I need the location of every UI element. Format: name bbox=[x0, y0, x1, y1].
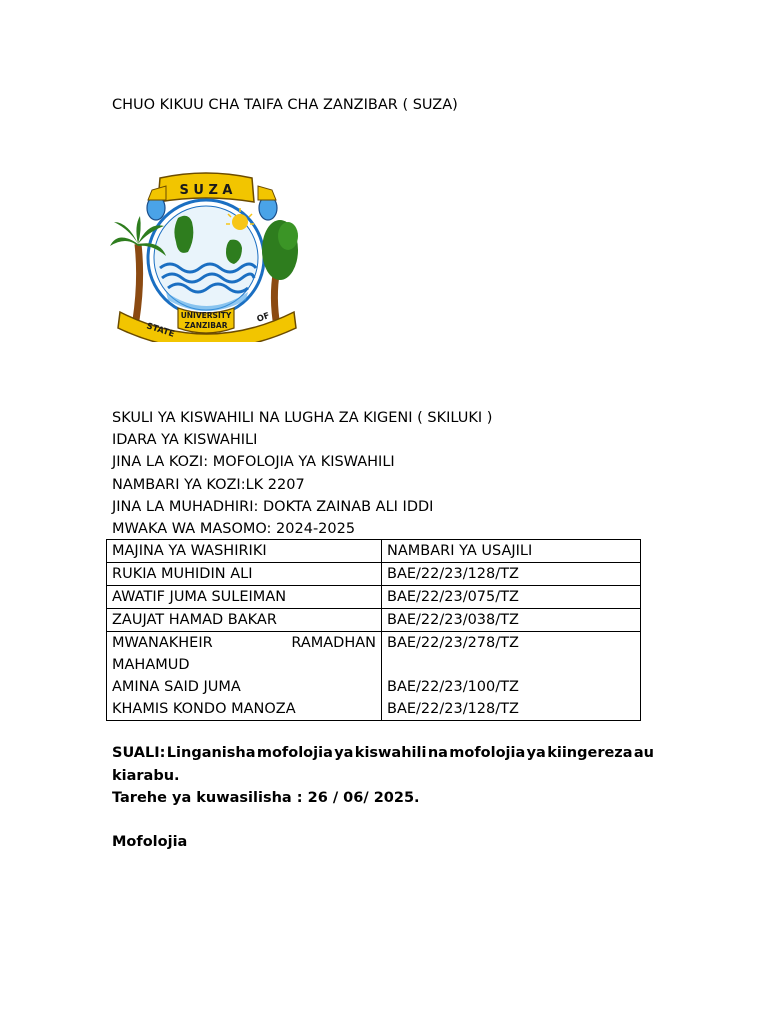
registration-number: BAE/22/23/128/TZ bbox=[387, 701, 519, 717]
assignment-question bbox=[112, 742, 654, 810]
table-header-row bbox=[107, 540, 641, 563]
question-word: kiswahili bbox=[354, 745, 427, 761]
academic-year: MWAKA WA MASOMO: 2024-2025 bbox=[112, 521, 356, 538]
registration-spacer bbox=[387, 654, 635, 676]
section-heading: Mofolojia bbox=[112, 834, 188, 850]
participants-table bbox=[106, 539, 641, 721]
question-word: Linganisha bbox=[166, 745, 256, 761]
course-code: NAMBARI YA KOZI:LK 2207 bbox=[112, 476, 305, 493]
table-row bbox=[107, 586, 641, 609]
question-line bbox=[112, 742, 654, 765]
logo-banner-text: S U Z A bbox=[179, 183, 233, 198]
question-word: ya bbox=[526, 745, 546, 761]
course-name: JINA LA KOZI: MOFOLOJIA YA KISWAHILI bbox=[112, 454, 395, 471]
name-part: MWANAKHEIR bbox=[112, 635, 213, 651]
question-word: au bbox=[633, 745, 654, 761]
question-word: kiingereza bbox=[547, 745, 633, 761]
participant-name: AWATIF JUMA SULEIMAN bbox=[107, 586, 382, 609]
school-name: SKULI YA KISWAHILI NA LUGHA ZA KIGENI ( SKILUKI ) bbox=[112, 410, 493, 426]
table-row bbox=[107, 563, 641, 586]
submission-deadline: Tarehe ya kuwasilisha : 26 / 06/ 2025. bbox=[112, 790, 420, 806]
question-word: mofolojia bbox=[256, 745, 333, 761]
lecturer-name: JINA LA MUHADHIRI: DOKTA ZAINAB ALI IDDI bbox=[112, 498, 434, 515]
name-part: RAMADHAN bbox=[291, 635, 376, 651]
header-registration: NAMBARI YA USAJILI bbox=[382, 540, 641, 563]
participant-name: RUKIA MUHIDIN ALI bbox=[107, 563, 382, 586]
participant-name-line bbox=[112, 632, 376, 654]
question-line: kiarabu. bbox=[112, 767, 180, 784]
registration-number: BAE/22/23/278/TZ bbox=[387, 635, 519, 651]
participant-name: ZAUJAT HAMAD BAKAR bbox=[107, 609, 382, 632]
participant-name-line: MAHAMUD bbox=[112, 657, 190, 673]
registration-number: BAE/22/23/100/TZ bbox=[387, 679, 519, 695]
logo-ribbon-right: OF bbox=[255, 310, 272, 325]
question-word: SUALI: bbox=[112, 745, 166, 761]
registration-number: BAE/22/23/075/TZ bbox=[382, 586, 641, 609]
question-word: ya bbox=[334, 745, 354, 761]
participant-name-line: AMINA SAID JUMA bbox=[112, 679, 241, 695]
course-info bbox=[112, 407, 492, 540]
question-word: mofolojia bbox=[449, 745, 526, 761]
table-row-merged bbox=[107, 632, 641, 721]
participant-name-line: KHAMIS KONDO MANOZA bbox=[112, 701, 296, 717]
suza-emblem-graphic bbox=[108, 160, 304, 342]
department-name: IDARA YA KISWAHILI bbox=[112, 432, 258, 449]
table-row bbox=[107, 609, 641, 632]
suza-logo bbox=[108, 160, 304, 342]
participant-names-group bbox=[107, 632, 382, 721]
university-title: CHUO KIKUU CHA TAIFA CHA ZANZIBAR ( SUZA) bbox=[112, 97, 458, 113]
logo-ribbon-zanzibar: ZANZIBAR bbox=[184, 321, 228, 330]
registration-number: BAE/22/23/038/TZ bbox=[382, 609, 641, 632]
registration-number: BAE/22/23/128/TZ bbox=[382, 563, 641, 586]
logo-ribbon-university: UNIVERSITY bbox=[180, 311, 232, 320]
question-word: na bbox=[427, 745, 448, 761]
header-names: MAJINA YA WASHIRIKI bbox=[107, 540, 382, 563]
logo-ribbon-left: STATE bbox=[145, 321, 176, 340]
registration-numbers-group bbox=[382, 632, 641, 721]
question-text bbox=[112, 742, 654, 787]
